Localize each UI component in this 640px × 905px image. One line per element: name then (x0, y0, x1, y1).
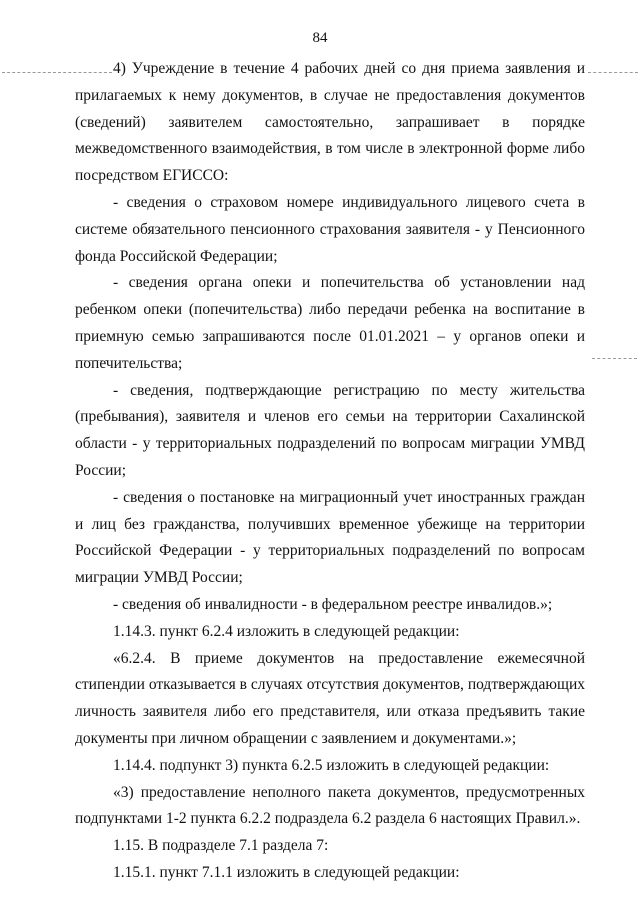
paragraph-3: - сведения органа опеки и попечительства об установлении над ребенком опеки (попечительства) либо передачи ребенка на воспитание в приемную семью запрашиваются после 01.01.2021 – у органов опеки и попечительства; (75, 274, 585, 372)
page-number: 84 (312, 30, 328, 46)
paragraph-8: «6.2.4. В приеме документов на предоставление ежемесячной стипендии отказывается в случаях отсутствия документов, подтверждающих личность заявителя либо его представителя, или отказа предъявить такие документы при личном обращении с заявлением и документами.»; (75, 649, 585, 747)
paragraph-6: - сведения об инвалидности - в федеральном реестре инвалидов.»; (113, 595, 553, 613)
document-body (75, 56, 585, 887)
paragraph-9: 1.14.4. подпункт 3) пункта 6.2.5 изложить в следующей редакции: (113, 756, 550, 774)
margin-mark-right-2 (592, 358, 637, 359)
paragraph-12: 1.15.1. пункт 7.1.1 изложить в следующей редакции: (113, 863, 460, 881)
paragraph-5: - сведения о постановке на миграционный учет иностранных граждан и лиц без гражданства, получивших временное убежище на территории Российской Федерации - у территориальных подразделений по вопросам миграции УМВД России; (75, 488, 585, 587)
paragraph-10: «3) предоставление неполного пакета документов, предусмотренных подпунктами 1-2 пункта 6.2.2 подраздела 6.2 раздела 6 настоящих Правил.». (75, 783, 585, 828)
paragraph-1: 4) Учреждение в течение 4 рабочих дней со дня приема заявления и прилагаемых к нему документов, в случае не предоставления документов (сведений) заявителем самостоятельно, запрашивает в порядке межведомственного взаимодействия, в том числе в электронной форме либо посредством ЕГИССО: (75, 60, 585, 185)
paragraph-11: 1.15. В подразделе 7.1 раздела 7: (113, 837, 329, 855)
paragraph-2: - сведения о страховом номере индивидуального лицевого счета в системе обязательного пенсионного страхования заявителя - у Пенсионного фонда Российской Федерации; (75, 193, 585, 265)
margin-mark-right (588, 72, 638, 73)
paragraph-4: - сведения, подтверждающие регистрацию по месту жительства (пребывания), заявителя и членов его семьи на территории Сахалинской области - у территориальных подразделений по вопросам миграции УМВД России; (75, 381, 585, 479)
paragraph-7: 1.14.3. пункт 6.2.4 изложить в следующей редакции: (113, 622, 460, 640)
